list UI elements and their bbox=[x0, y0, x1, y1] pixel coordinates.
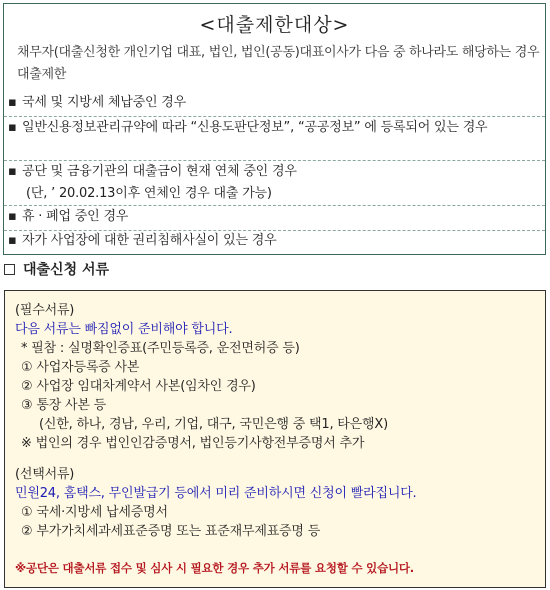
required-item: ② 사업장 임대차계약서 사본(임차인 경우) bbox=[21, 379, 256, 394]
required-header: (필수서류) bbox=[15, 303, 75, 318]
restriction-item-rights bbox=[8, 230, 542, 252]
required-item: ③ 통장 사본 등 bbox=[21, 398, 107, 413]
optional-item: ② 부가가치세과세표준증명 또는 표준재무제표증명 등 bbox=[21, 524, 321, 539]
restriction-item-text: 일반신용정보관리규약에 따라 “신용도판단정보”, “공공정보” 에 등록되어 있는 경우 bbox=[22, 120, 488, 135]
restriction-item-text: 국세 및 지방세 체납중인 경우 bbox=[22, 95, 187, 110]
restriction-item-note: (단, ’ 20.02.13이후 연체인 경우 대출 가능) bbox=[26, 186, 272, 201]
required-item: ① 사업자등록증 사본 bbox=[21, 360, 140, 375]
footer-note: ※공단은 대출서류 접수 및 심사 시 필요한 경우 추가 서류를 요청할 수 있습니다. bbox=[15, 561, 414, 575]
section-heading bbox=[4, 258, 109, 280]
restriction-box bbox=[3, 3, 546, 255]
bullet-icon: ▪ bbox=[8, 233, 17, 248]
restriction-item-overdue bbox=[8, 161, 542, 205]
bullet-icon: ▪ bbox=[8, 95, 17, 110]
optional-notice: 민원24, 홈택스, 무인발급기 등에서 미리 준비하시면 신청이 빨라집니다. bbox=[15, 486, 417, 501]
restriction-intro: 채무자(대출신청한 개인기업 대표, 법인, 법인(공동)대표이사가 다음 중 하나라도 해당하는 경우 대출제한 bbox=[17, 45, 540, 82]
optional-item: ① 국세·지방세 납세증명서 bbox=[21, 505, 168, 520]
restriction-item-closure bbox=[8, 206, 542, 228]
restriction-title: <대출제한대상> bbox=[199, 14, 350, 36]
checkbox-square-icon bbox=[4, 264, 15, 275]
section-heading-text: 대출신청 서류 bbox=[23, 262, 110, 278]
required-notice: 다음 서류는 빠짐없이 준비해야 합니다. bbox=[15, 322, 233, 337]
bullet-icon: ▪ bbox=[8, 164, 17, 179]
restriction-item-text: 공단 및 금융기관의 대출금이 현재 연체 중인 경우 bbox=[22, 164, 297, 179]
required-item: ※ 법인의 경우 법인인감증명서, 법인등기사항전부증명서 추가 bbox=[21, 436, 365, 451]
documents-box bbox=[4, 290, 546, 588]
bullet-icon: ▪ bbox=[8, 209, 17, 224]
restriction-item-tax bbox=[8, 92, 542, 114]
restriction-item-text: 자가 사업장에 대한 권리침해사실이 있는 경우 bbox=[22, 233, 277, 248]
bullet-icon: ▪ bbox=[8, 120, 17, 135]
required-item: * 필참 : 실명확인증표(주민등록증, 운전면허증 등) bbox=[21, 341, 300, 356]
restriction-item-credit bbox=[8, 117, 542, 139]
restriction-item-text: 휴 · 폐업 중인 경우 bbox=[22, 209, 129, 224]
optional-header: (선택서류) bbox=[15, 467, 75, 482]
required-item-note: (신한, 하나, 경남, 우리, 기업, 대구, 국민은행 중 택1, 타은행X) bbox=[39, 417, 388, 432]
